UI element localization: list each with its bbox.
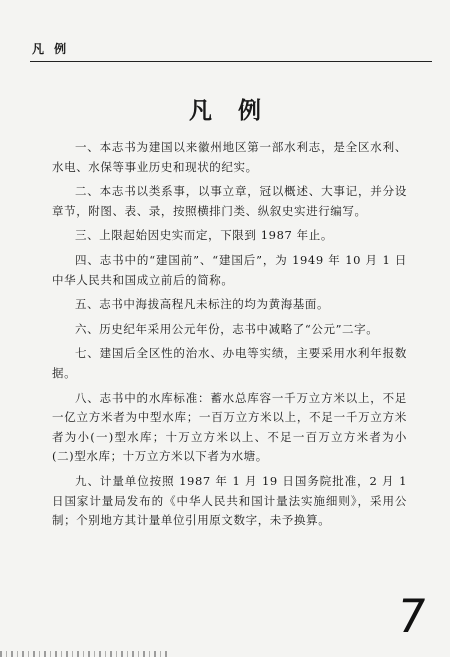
paragraph-7: 七、建国后全区性的治水、办电等实绩，主要采用水利年报数据。 xyxy=(52,346,407,380)
running-header: 凡 例 xyxy=(32,42,70,56)
paragraph-4: 四、志书中的“建国前”、“建国后”，为 1949 年 10 月 1 日中华人民共和国成立前后的简称。 xyxy=(52,252,407,287)
scan-artifact-strip xyxy=(0,651,170,657)
paragraph-9: 九、计量单位按照 1987 年 1 月 19 日国务院批准，2 月 1 日国家计量局发布的《中华人民共和国计量法实施细则》，采用公制；个别地方其计量单位引用原文数字，未予换算。 xyxy=(52,473,407,528)
paragraph-2: 二、本志书以类系事，以事立章，冠以概述、大事记，并分设章节，附图、表、录，按照横排门类、纵叙史实进行编写。 xyxy=(52,184,407,218)
header-rule xyxy=(30,61,432,62)
body-text xyxy=(52,138,407,531)
page-number: 7 xyxy=(392,589,430,643)
page-title: 凡例 xyxy=(189,97,287,124)
paragraph-3: 三、上限起始因史实而定，下限到 1987 年止。 xyxy=(75,228,333,243)
paragraph-6: 六、历史纪年采用公元年份，志书中减略了“公元”二字。 xyxy=(75,321,379,336)
paragraph-8: 八、志书中的水库标准：蓄水总库容一千万立方米以上，不足一亿立方米者为中型水库；一百万立方米以上，不足一千万立方米者为小(一)型水库；十万立方米以上、不足一百万立方米者为小(二)型水库；十万立方米以下者为水塘。 xyxy=(52,390,407,464)
paragraph-1: 一、本志书为建国以来徽州地区第一部水利志，是全区水利、水电、水保等事业历史和现状的纪实。 xyxy=(52,140,407,174)
paragraph-5: 五、志书中海拔高程凡未标注的均为黄海基面。 xyxy=(75,297,330,312)
